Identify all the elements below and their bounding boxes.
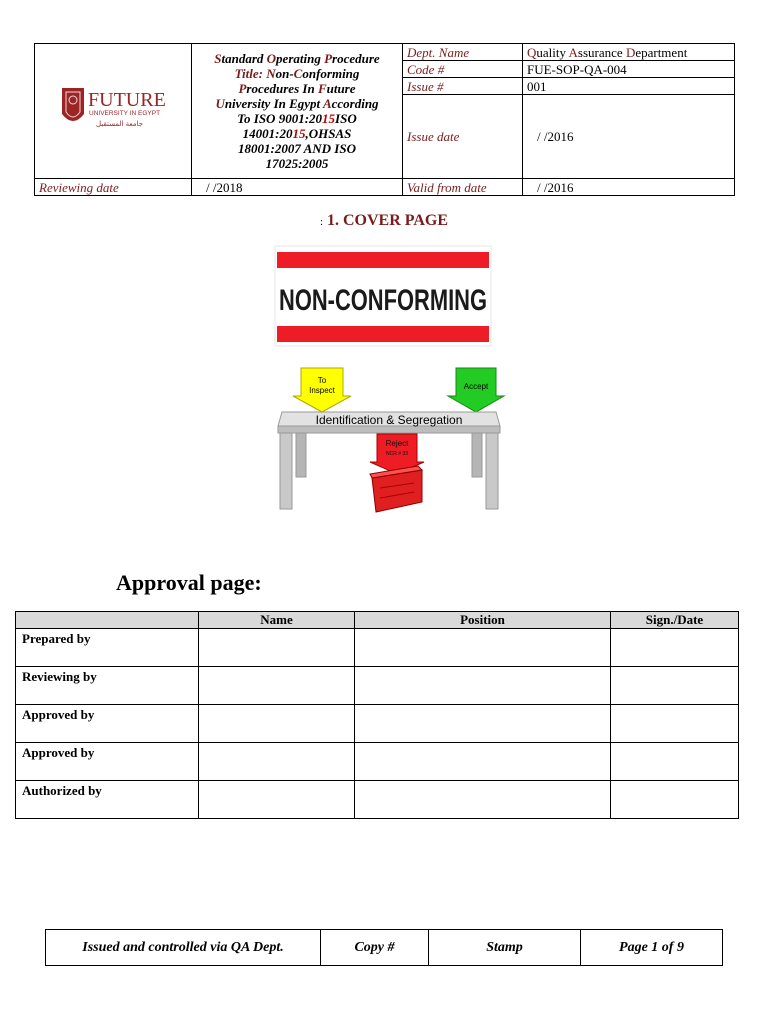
issue-value: 001 [523, 78, 735, 95]
title-line [196, 141, 398, 156]
row-label: Approved by [16, 705, 199, 743]
approval-heading: Approval page: [116, 570, 262, 595]
table-label: Identification & Segregation [315, 413, 463, 427]
cover-page-heading [0, 212, 768, 230]
approval-table [15, 611, 739, 819]
row-label: Prepared by [16, 629, 199, 667]
title-text: onforming [302, 66, 360, 81]
name-cell[interactable] [199, 743, 355, 781]
title-line [196, 81, 398, 96]
accept-label: Accept [463, 382, 489, 391]
banner-bottom-stripe [277, 326, 489, 342]
reject-label: Reject [385, 439, 409, 448]
name-cell[interactable] [199, 781, 355, 819]
dept-name-text: Q [527, 44, 537, 60]
title-text: C [293, 66, 303, 81]
reviewing-date-label: Reviewing date [35, 179, 192, 196]
title-text: 17025:2005 [265, 156, 329, 171]
table-row [16, 705, 739, 743]
table-row [16, 667, 739, 705]
approval-header-row [16, 612, 739, 629]
dept-name-text: uality [536, 44, 569, 60]
position-cell[interactable] [355, 705, 611, 743]
title-text: 15 [322, 111, 336, 126]
title-text: 15 [292, 126, 306, 141]
position-cell[interactable] [355, 667, 611, 705]
future-university-logo [58, 80, 168, 140]
title-line [196, 51, 398, 66]
title-text: tandard [221, 51, 267, 66]
table-row [16, 743, 739, 781]
position-cell[interactable] [355, 781, 611, 819]
table-row [16, 781, 739, 819]
document-title [192, 44, 403, 179]
title-text: 14001:20 [242, 126, 293, 141]
sign-date-cell[interactable] [611, 743, 739, 781]
title-line [196, 126, 398, 141]
title-text: N [266, 66, 276, 81]
name-cell[interactable] [199, 667, 355, 705]
row-label: Authorized by [16, 781, 199, 819]
name-cell[interactable] [199, 705, 355, 743]
title-text: S [214, 51, 222, 66]
title-line [196, 156, 398, 171]
reject-sublabel: NCR # 33 [386, 451, 408, 457]
title-text: O [266, 51, 277, 66]
title-line [196, 111, 398, 126]
approval-col-role [16, 612, 199, 629]
title-text: To ISO 9001:20 [237, 111, 323, 126]
banner-top-stripe [277, 252, 489, 268]
title-text: P [238, 81, 247, 96]
approval-col-sign-date: Sign./Date [611, 612, 739, 629]
table-row [16, 629, 739, 667]
logo-cell [35, 44, 192, 179]
cover-title: 1. COVER PAGE [327, 212, 449, 229]
title-text: perating [276, 51, 325, 66]
title-text: 18001:2007 AND ISO [238, 141, 356, 156]
footer-copy: Copy # [321, 930, 429, 966]
title-text: U [215, 96, 225, 111]
position-cell[interactable] [355, 743, 611, 781]
title-line [196, 96, 398, 111]
logo-text: FUTURE [88, 88, 166, 111]
dept-name-value [523, 44, 735, 61]
issue-date-value: / /2016 [523, 95, 735, 179]
dept-name-label: Dept. Name [403, 44, 523, 61]
to-inspect-label-1: To [317, 376, 327, 385]
title-text: F [317, 81, 327, 96]
row-label: Approved by [16, 743, 199, 781]
sign-date-cell[interactable] [611, 667, 739, 705]
title-text: niversity In Egypt [224, 96, 323, 111]
issue-date-label: Issue date [403, 95, 523, 179]
approval-col-name: Name [199, 612, 355, 629]
code-value: FUE-SOP-QA-004 [523, 61, 735, 78]
dept-name-text: A [568, 44, 578, 60]
title-text: ccording [331, 96, 379, 111]
position-cell[interactable] [355, 629, 611, 667]
footer-stamp: Stamp [429, 930, 581, 966]
code-label: Code # [403, 61, 523, 78]
title-text: A [322, 96, 332, 111]
title-text: ISO [335, 111, 357, 126]
sign-date-cell[interactable] [611, 705, 739, 743]
title-text: rocedure [332, 51, 380, 66]
name-cell[interactable] [199, 629, 355, 667]
title-text: Title: [234, 66, 267, 81]
footer-table [45, 929, 723, 966]
valid-from-label: Valid from date [403, 179, 523, 196]
logo-subtext: UNIVERSITY IN EGYPT [89, 109, 161, 117]
banner-text: NON-CONFORMING [279, 284, 487, 317]
reviewing-date-value: / /2018 [192, 179, 403, 196]
dept-name-text: D [625, 44, 636, 60]
segregation-illustration [276, 366, 502, 514]
dept-name-text: ssurance [577, 44, 626, 60]
logo-arabic-text: جامعة المستقبل [96, 119, 144, 128]
footer-page-number: Page 1 of 9 [581, 930, 723, 966]
title-line [196, 66, 398, 81]
issue-label: Issue # [403, 78, 523, 95]
non-conforming-banner [275, 246, 491, 346]
valid-from-value: / /2016 [523, 179, 735, 196]
title-text: rocedures In [246, 81, 318, 96]
dept-name-text: epartment [635, 44, 688, 60]
footer-issued: Issued and controlled via QA Dept. [46, 930, 321, 966]
document-header-table [34, 43, 735, 196]
row-label: Reviewing by [16, 667, 199, 705]
title-text: P [324, 51, 333, 66]
title-text: on- [275, 66, 294, 81]
cover-colon: : [319, 216, 323, 228]
title-text: uture [326, 81, 356, 96]
title-text: ,OHSAS [305, 126, 352, 141]
sign-date-cell[interactable] [611, 629, 739, 667]
approval-col-position: Position [355, 612, 611, 629]
sign-date-cell[interactable] [611, 781, 739, 819]
to-inspect-label-2: Inspect [309, 386, 335, 395]
